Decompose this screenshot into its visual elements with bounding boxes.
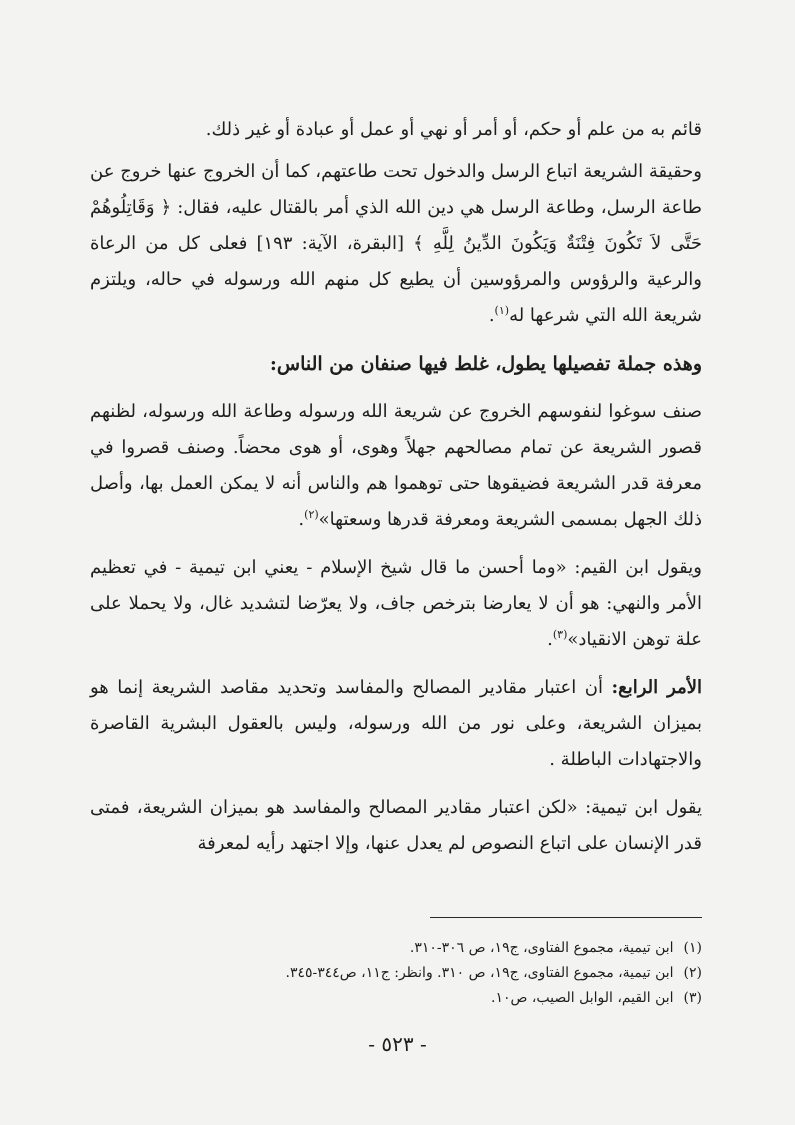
- paragraph-2-text: وحقيقة الشريعة اتباع الرسل والدخول تحت طاعتهم، كما أن الخروج عنها خروج عن طاعة الرسل، وطاعة الرسل هي دين الله الذي أمر بالقتال عليه، فقال: ﴿ وَقَاتِلُوهُمْ حَتَّى لاَ تَكُونَ فِتْنَةٌ وَيَكُونَ الدِّينُ لِلَّهِ ﴾ [البقرة، الآية: ١٩٣] فعلى كل من الرعاة والرعية والرؤوس والمرؤوسين أن يطيع كل منهم الله ورسوله في حاله، ويلتزم شريعة الله التي شرعها له: [90, 161, 702, 326]
- paragraph-5-label: الأمر الرابع:: [611, 677, 703, 698]
- footnote-3-number: (٣): [683, 990, 702, 1006]
- footnote-2: [90, 961, 702, 986]
- footnote-ref-3[interactable]: (٣): [552, 628, 568, 641]
- footnote-3: [90, 986, 702, 1011]
- paragraph-2: [90, 154, 702, 334]
- footnote-2-text: ابن تيمية، مجموع الفتاوى، ج١٩، ص ٣١٠. وانظر: ج١١، ص٣٤٤-٣٤٥.: [285, 965, 674, 981]
- paragraph-3: [90, 394, 702, 538]
- paragraph-5-text: أن اعتبار مقادير المصالح والمفاسد وتحديد مقاصد الشريعة إنما هو بميزان الشريعة، وعلى نور من الله ورسوله، وليس بالعقول البشرية القاصرة والاجتهادات الباطلة .: [90, 677, 702, 770]
- footnote-separator: [430, 917, 702, 918]
- paragraph-4-text: ويقول ابن القيم: «وما أحسن ما قال شيخ الإسلام - يعني ابن تيمية - في تعظيم الأمر والنهي: هو أن لا يعارضا بترخص جاف، ولا يعرّضا لتشديد غال، ولا يحملا على علة توهن الانقياد»: [90, 557, 702, 650]
- footnote-ref-1[interactable]: (١): [494, 304, 510, 317]
- footnote-1-text: ابن تيمية، مجموع الفتاوى، ج١٩، ص ٣٠٦-٣١٠.: [409, 940, 674, 956]
- paragraph-3-text: صنف سوغوا لنفوسهم الخروج عن شريعة الله ورسوله وطاعة الله ورسوله، لظنهم قصور الشريعة عن تمام مصالحهم جهلاً وهوى، أو هوى محضاً. وصنف قصروا في معرفة قدر الشريعة فضيقوها حتى توهموا هم والناس أنه لا يمكن العمل بها، وأصل ذلك الجهل بمسمى الشريعة ومعرفة قدرها وسعتها»: [90, 401, 702, 530]
- paragraph-2-end: .: [488, 305, 495, 326]
- paragraph-4-end: .: [547, 629, 553, 650]
- paragraph-6: يقول ابن تيمية: «لكن اعتبار مقادير المصالح والمفاسد هو بميزان الشريعة، فمتى قدر الإنسان على اتباع النصوص لم يعدل عنها، وإلا اجتهد رأيه لمعرفة: [90, 797, 702, 854]
- page-number: - ٥٢٣ -: [368, 1032, 427, 1056]
- footnote-1-number: (١): [683, 940, 702, 956]
- section-heading: وهذه جملة تفصيلها يطول، غلط فيها صنفان من الناس:: [269, 353, 702, 375]
- paragraph-3-end: .: [298, 509, 305, 530]
- footnote-ref-2[interactable]: (٢): [304, 508, 319, 521]
- paragraph-5: [90, 670, 702, 778]
- paragraph-4: [90, 550, 702, 658]
- main-text: [90, 112, 702, 862]
- footnote-1: [90, 936, 702, 961]
- paragraph-1: قائم به من علم أو حكم، أو أمر أو نهي أو عمل أو عبادة أو غير ذلك.: [205, 119, 702, 140]
- footnotes: [90, 936, 702, 1011]
- footnote-3-text: ابن القيم، الوابل الصيب، ص١٠.: [491, 990, 674, 1006]
- footnote-2-number: (٢): [683, 965, 702, 981]
